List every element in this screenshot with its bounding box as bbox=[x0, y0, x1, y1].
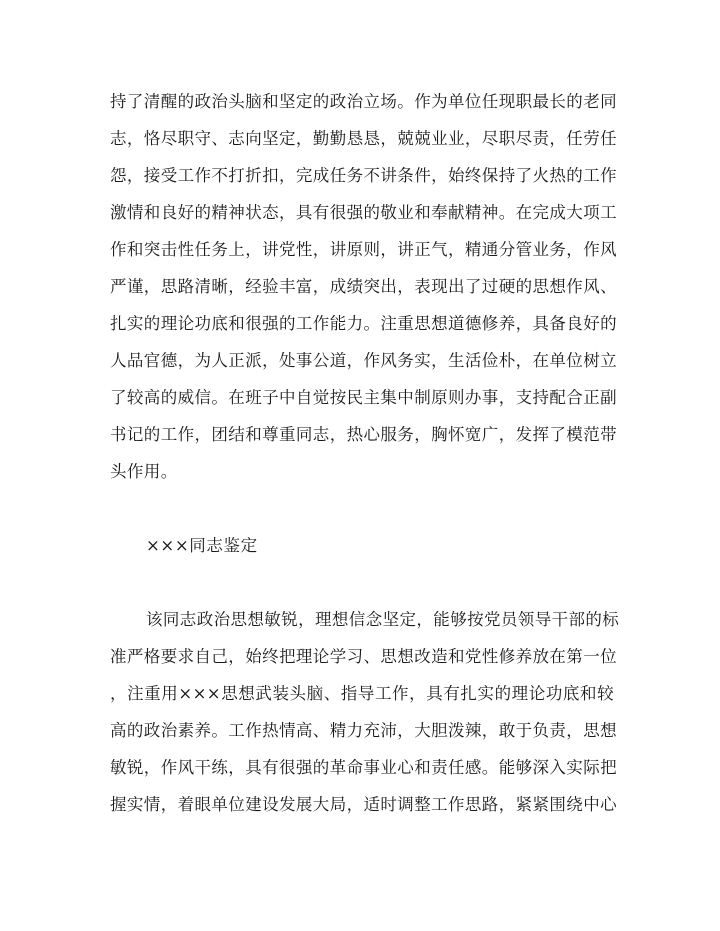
paragraph-1-line: 激情和良好的精神状态，具有很强的敬业和奉献精神。在完成大项工 bbox=[110, 203, 617, 222]
paragraph-1-line: 了较高的威信。在班子中自觉按民主集中制原则办事，支持配合正副 bbox=[110, 388, 617, 407]
paragraph-2-line: 高的政治素养。工作热情高、精力充沛，大胆泼辣，敢于负责，思想 bbox=[110, 721, 617, 740]
paragraph-1-line: 人品官德，为人正派，处事公道，作风务实，生活俭朴，在单位树立 bbox=[110, 351, 617, 370]
paragraph-2-line: ，注重用×××思想武装头脑、指导工作，具有扎实的理论功底和较 bbox=[110, 684, 614, 703]
paragraph-1-line: 头作用。 bbox=[110, 462, 178, 481]
paragraph-1-line: 志，恪尽职守、志向坚定，勤勤恳恳，兢兢业业，尽职尽责，任劳任 bbox=[110, 129, 617, 148]
paragraph-1-line: 扎实的理论功底和很强的工作能力。注重思想道德修养，具备良好的 bbox=[110, 314, 617, 333]
section-heading: ×××同志鉴定 bbox=[146, 536, 258, 555]
paragraph-2-line: 敏锐，作风干练，具有很强的革命事业心和责任感。能够深入实际把 bbox=[110, 758, 617, 777]
paragraph-2-line: 握实情，着眼单位建设发展大局，适时调整工作思路，紧紧围绕中心 bbox=[110, 795, 617, 814]
paragraph-2-line: 准严格要求自己，始终把理论学习、思想改造和党性修养放在第一位 bbox=[110, 647, 617, 666]
paragraph-1-line: 严谨，思路清晰，经验丰富，成绩突出，表现出了过硬的思想作风、 bbox=[110, 277, 617, 296]
paragraph-1-line: 书记的工作，团结和尊重同志，热心服务，胸怀宽广，发挥了模范带 bbox=[110, 425, 617, 444]
paragraph-1-line: 怨，接受工作不打折扣，完成任务不讲条件，始终保持了火热的工作 bbox=[110, 166, 617, 185]
paragraph-1-line: 持了清醒的政治头脑和坚定的政治立场。作为单位任现职最长的老同 bbox=[110, 92, 617, 111]
paragraph-1-line: 作和突击性任务上，讲党性，讲原则，讲正气，精通分管业务，作风 bbox=[110, 240, 617, 259]
paragraph-2-line: 该同志政治思想敏锐，理想信念坚定，能够按党员领导干部的标 bbox=[146, 610, 620, 629]
